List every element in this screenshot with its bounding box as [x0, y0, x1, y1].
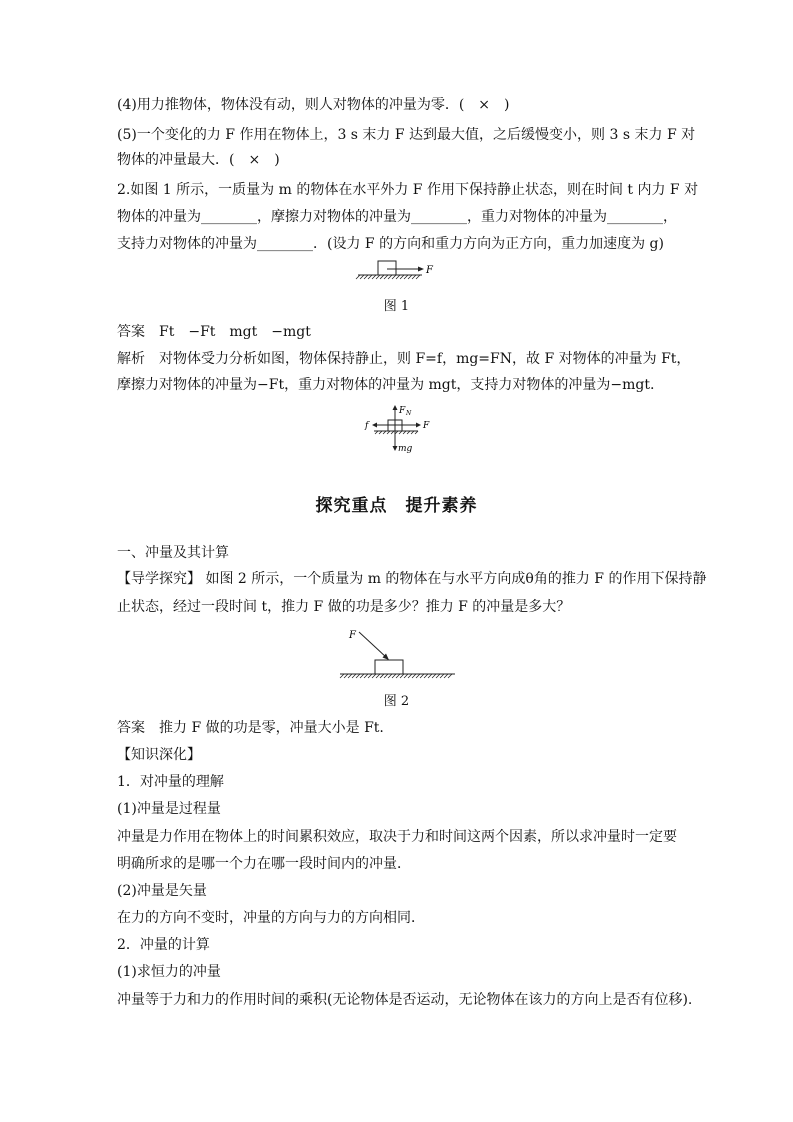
figure-2-force-label: F: [349, 630, 356, 641]
normal-force-label: F: [399, 406, 406, 416]
point-2-1-title: (1)求恒力的冲量: [117, 964, 221, 980]
section-heading: 探究重点 提升素养: [315, 496, 478, 516]
point-2-1-text: 冲量等于力和力的作用时间的乘积(无论物体是否运动，无论物体在该力的方向上是否有位移).: [117, 992, 693, 1008]
question-5-line2: 物体的冲量最大．( × ): [117, 152, 280, 168]
applied-force-label: F: [423, 421, 430, 431]
problem-2-line2: 物体的冲量为________，摩擦力对物体的冲量为________，重力对物体的冲量为________，: [117, 209, 677, 225]
point-1-title: 1．对冲量的理解: [117, 774, 224, 790]
analysis-line2: 摩擦力对物体的冲量为−Ft，重力对物体的冲量为 mgt，支持力对物体的冲量为−mgt.: [117, 377, 655, 393]
figure-1-caption: 图 1: [383, 299, 410, 314]
friction-label: f: [365, 421, 369, 431]
analysis-line1: 解析 对物体受力分析如图，物体保持静止，则 F=f，mg=FN，故 F 对物体的冲量为 Ft，: [117, 351, 691, 367]
point-1-1-text-line1: 冲量是力作用在物体上的时间累积效应，取决于力和时间这两个因素，所以求冲量时一定要: [117, 829, 677, 845]
subsection-title: 一、冲量及其计算: [117, 545, 229, 561]
gravity-label: mg: [398, 444, 413, 454]
guided-inquiry-line2: 止状态，经过一段时间 t，推力 F 做的功是多少？推力 F 的冲量是多大？: [117, 599, 571, 615]
figure-2-block-diagram: [335, 622, 465, 684]
figure-1-block-diagram: [350, 258, 450, 286]
figure-1-force-label: F: [426, 265, 433, 276]
figure-2-caption: 图 2: [383, 694, 410, 709]
question-5-line1: (5)一个变化的力 F 作用在物体上，3 s 末力 F 达到最大值，之后缓慢变小，则 3 s 末力 F 对: [117, 127, 696, 143]
point-1-2-text: 在力的方向不变时，冲量的方向与力的方向相同．: [117, 910, 425, 926]
point-1-2-title: (2)冲量是矢量: [117, 883, 207, 899]
answer-2: 答案 推力 F 做的功是零，冲量大小是 Ft.: [117, 720, 384, 736]
question-4: (4)用力推物体，物体没有动，则人对物体的冲量为零．( × ): [117, 97, 510, 113]
problem-2-line3: 支持力对物体的冲量为________．(设力 F 的方向和重力方向为正方向，重力加速度为 g): [117, 236, 664, 252]
point-2-title: 2．冲量的计算: [117, 937, 210, 953]
point-1-1-title: (1)冲量是过程量: [117, 801, 221, 817]
problem-2-line1: 2.如图 1 所示，一质量为 m 的物体在水平外力 F 作用下保持静止状态，则在时间 t 内力 F 对: [117, 182, 699, 198]
answer-1: 答案 Ft −Ft mgt −mgt: [117, 324, 311, 340]
knowledge-deepening-title: 【知识深化】: [117, 747, 201, 763]
point-1-1-text-line2: 明确所求的是哪一个力在哪一段时间内的冲量．: [117, 856, 411, 872]
guided-inquiry-line1: 【导学探究】 如图 2 所示，一个质量为 m 的物体在与水平方向成θ角的推力 F 的作用下保持静: [117, 571, 707, 587]
free-body-diagram: [360, 402, 440, 456]
normal-force-subscript: N: [406, 410, 412, 417]
